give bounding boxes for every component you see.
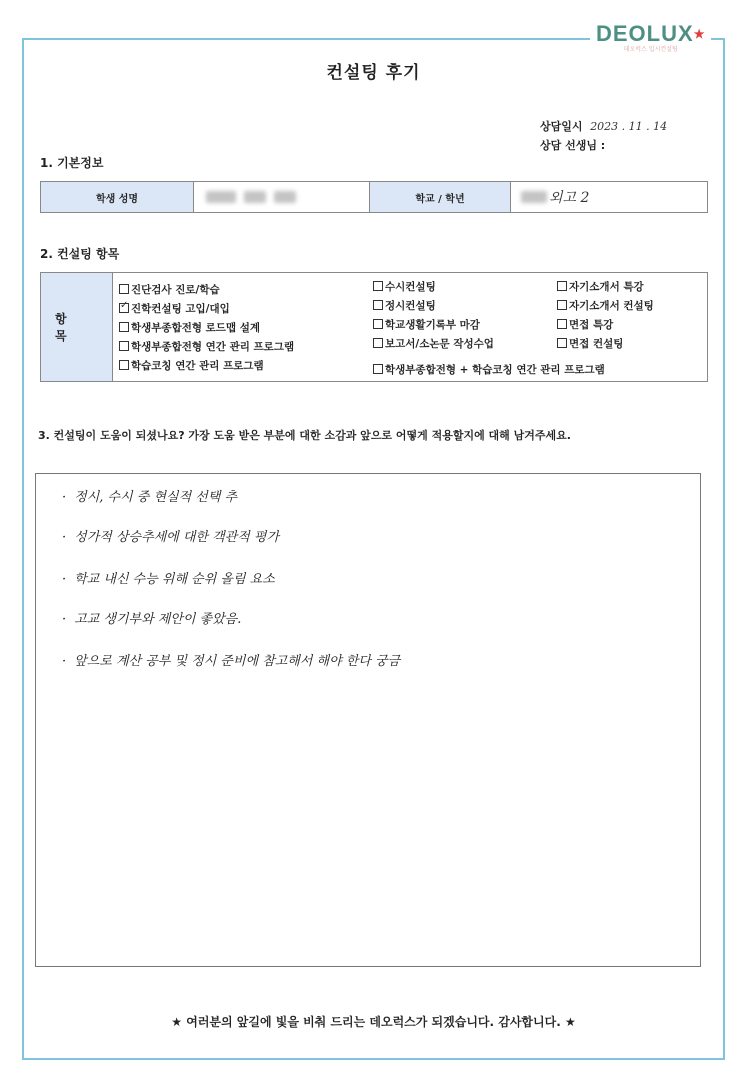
review-question: 3. 컨설팅이 도움이 되셨나요? 가장 도움 받은 부분에 대한 소감과 앞으로 어떻게 적용할지에 대해 남겨주세요.	[38, 429, 571, 442]
school-grade-label: 학교 / 학년	[370, 182, 511, 212]
brand-name: DEOLUX	[596, 21, 694, 46]
option-diagnosis[interactable]: 진단검사 진로/학습	[119, 282, 220, 297]
checkbox[interactable]	[557, 300, 567, 310]
page-title: 컨설팅 후기	[326, 63, 421, 83]
option-study-coaching[interactable]: 학습코칭 연간 관리 프로그램	[119, 358, 264, 373]
date-value: 2023 . 11 . 14	[590, 120, 668, 133]
redacted-name-part	[206, 191, 236, 203]
option-jeongsi[interactable]: 정시컨설팅	[373, 298, 436, 313]
redacted-name-part	[274, 191, 296, 203]
option-essay-lecture[interactable]: 자기소개서 특강	[557, 279, 644, 294]
checkbox[interactable]	[373, 281, 383, 291]
checkbox[interactable]	[373, 338, 383, 348]
items-row-label: 항 목	[41, 273, 113, 381]
date-label: 상담일시	[540, 120, 583, 133]
footer-message: ★ 여러분의 앞길에 빛을 비춰 드리는 데오럭스가 되겠습니다. 감사합니다. ★	[171, 1015, 576, 1029]
basic-info-table	[40, 181, 708, 213]
review-box[interactable]	[35, 473, 701, 967]
checkbox[interactable]	[119, 322, 129, 332]
consult-items-table	[40, 272, 708, 382]
school-grade-text: 외고 2	[549, 190, 590, 206]
option-interview-lecture[interactable]: 면접 특강	[557, 317, 613, 332]
checkbox[interactable]	[119, 284, 129, 294]
checkbox[interactable]	[119, 360, 129, 370]
option-report-writing[interactable]: 보고서/소논문 작성수업	[373, 336, 494, 351]
items-options	[113, 273, 707, 381]
option-interview-consulting[interactable]: 면접 컨설팅	[557, 336, 623, 351]
checkbox[interactable]	[373, 300, 383, 310]
checkbox[interactable]	[119, 341, 129, 351]
checkbox[interactable]	[557, 338, 567, 348]
checkbox[interactable]	[557, 319, 567, 329]
brand-logo	[590, 22, 711, 54]
option-susi[interactable]: 수시컨설팅	[373, 279, 436, 294]
student-name-value	[194, 182, 370, 212]
student-name-label: 학생 성명	[41, 182, 194, 212]
review-line: · 고교 생기부와 제안이 좋았음.	[62, 612, 242, 627]
checkbox[interactable]	[373, 319, 383, 329]
section-basic-info-title: 1. 기본정보	[40, 156, 104, 170]
brand-star-icon: ★	[693, 27, 706, 41]
brand-tagline: 데오럭스 입시컨설팅	[623, 46, 678, 53]
checkbox[interactable]	[373, 364, 383, 374]
redacted-school-part	[521, 191, 547, 203]
option-record-closing[interactable]: 학교생활기록부 마감	[373, 317, 480, 332]
review-line: · 정시, 수시 중 현실적 선택 추	[62, 490, 238, 505]
school-grade-value	[511, 182, 707, 212]
option-roadmap[interactable]: 학생부종합전형 로드맵 설계	[119, 320, 260, 335]
checkbox-checked[interactable]	[119, 303, 129, 313]
teacher-label: 상담 선생님 :	[540, 139, 606, 152]
checkbox[interactable]	[557, 281, 567, 291]
consult-date	[540, 118, 667, 134]
redacted-name-part	[244, 191, 266, 203]
section-consult-items-title: 2. 컨설팅 항목	[40, 247, 120, 261]
option-admission-consulting[interactable]: ✓진학컨설팅 고입/대입	[119, 301, 230, 316]
review-line: · 성가적 상승추세에 대한 객관적 평가	[62, 530, 280, 545]
option-essay-consulting[interactable]: 자기소개서 컨설팅	[557, 298, 654, 313]
review-line: · 앞으로 계산 공부 및 정시 준비에 참고해서 해야 한다 궁금	[62, 654, 401, 669]
review-line: · 학교 내신 수능 위해 순위 올림 요소	[62, 572, 275, 587]
option-combined-program[interactable]: 학생부종합전형 + 학습코칭 연간 관리 프로그램	[373, 362, 605, 377]
option-annual-management[interactable]: 학생부종합전형 연간 관리 프로그램	[119, 339, 294, 354]
